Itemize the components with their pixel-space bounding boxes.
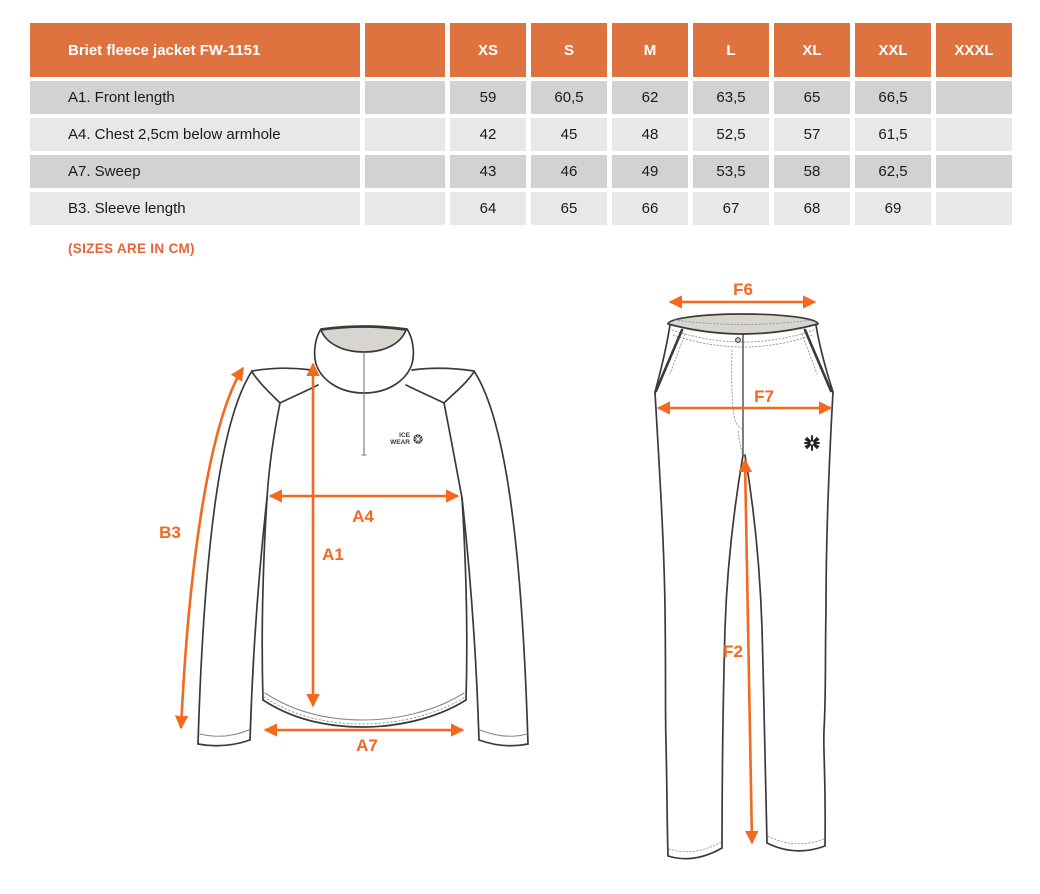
snowflake-icon — [805, 436, 819, 450]
pants-measure-arrows — [658, 302, 831, 843]
value-cell: 66 — [612, 192, 688, 225]
spacer-cell — [365, 155, 445, 188]
value-cell: 65 — [531, 192, 607, 225]
f7-label: F7 — [754, 387, 774, 406]
size-table — [30, 23, 1012, 225]
row-label: A4. Chest 2,5cm below armhole — [30, 118, 360, 151]
size-header-xxl: XXL — [855, 23, 931, 77]
jacket-outline — [198, 326, 528, 746]
value-cell: 53,5 — [693, 155, 769, 188]
value-cell: 45 — [531, 118, 607, 151]
logo-line2: WEAR — [390, 439, 410, 446]
size-header-xs: XS — [450, 23, 526, 77]
size-header-xxxl: XXXL — [936, 23, 1012, 77]
spacer-cell — [365, 192, 445, 225]
size-header-m: M — [612, 23, 688, 77]
value-cell — [936, 192, 1012, 225]
value-cell: 65 — [774, 81, 850, 114]
f6-label: F6 — [733, 280, 753, 299]
row-label: B3. Sleeve length — [30, 192, 360, 225]
jacket-diagram — [140, 308, 550, 768]
icewear-logo — [390, 432, 422, 446]
b3-label: B3 — [159, 523, 181, 542]
value-cell: 59 — [450, 81, 526, 114]
value-cell: 69 — [855, 192, 931, 225]
a4-label: A4 — [352, 507, 374, 526]
value-cell: 49 — [612, 155, 688, 188]
value-cell: 46 — [531, 155, 607, 188]
value-cell: 67 — [693, 192, 769, 225]
size-header-s: S — [531, 23, 607, 77]
value-cell: 61,5 — [855, 118, 931, 151]
pants-diagram — [630, 278, 860, 868]
size-header-l: L — [693, 23, 769, 77]
b3-arrow — [181, 368, 243, 728]
value-cell: 60,5 — [531, 81, 607, 114]
value-cell: 68 — [774, 192, 850, 225]
value-cell: 58 — [774, 155, 850, 188]
value-cell — [936, 81, 1012, 114]
value-cell: 62 — [612, 81, 688, 114]
value-cell: 52,5 — [693, 118, 769, 151]
size-header-xl: XL — [774, 23, 850, 77]
row-label: A7. Sweep — [30, 155, 360, 188]
value-cell — [936, 118, 1012, 151]
snowflake-icon — [413, 434, 422, 443]
value-cell: 63,5 — [693, 81, 769, 114]
spacer-cell — [365, 81, 445, 114]
pants-outline — [655, 314, 833, 859]
value-cell: 66,5 — [855, 81, 931, 114]
value-cell: 64 — [450, 192, 526, 225]
spacer-cell — [365, 118, 445, 151]
logo-line1: ICE — [399, 432, 410, 439]
sizes-unit-note: (SIZES ARE IN CM) — [68, 241, 195, 256]
value-cell — [936, 155, 1012, 188]
header-spacer-cell — [365, 23, 445, 77]
value-cell: 57 — [774, 118, 850, 151]
f2-label: F2 — [723, 642, 743, 661]
product-title-cell: Briet fleece jacket FW-1151 — [30, 23, 360, 77]
value-cell: 62,5 — [855, 155, 931, 188]
a1-label: A1 — [322, 545, 344, 564]
value-cell: 48 — [612, 118, 688, 151]
row-label: A1. Front length — [30, 81, 360, 114]
f2-arrow — [745, 460, 752, 843]
value-cell: 42 — [450, 118, 526, 151]
value-cell: 43 — [450, 155, 526, 188]
a7-label: A7 — [356, 736, 378, 755]
